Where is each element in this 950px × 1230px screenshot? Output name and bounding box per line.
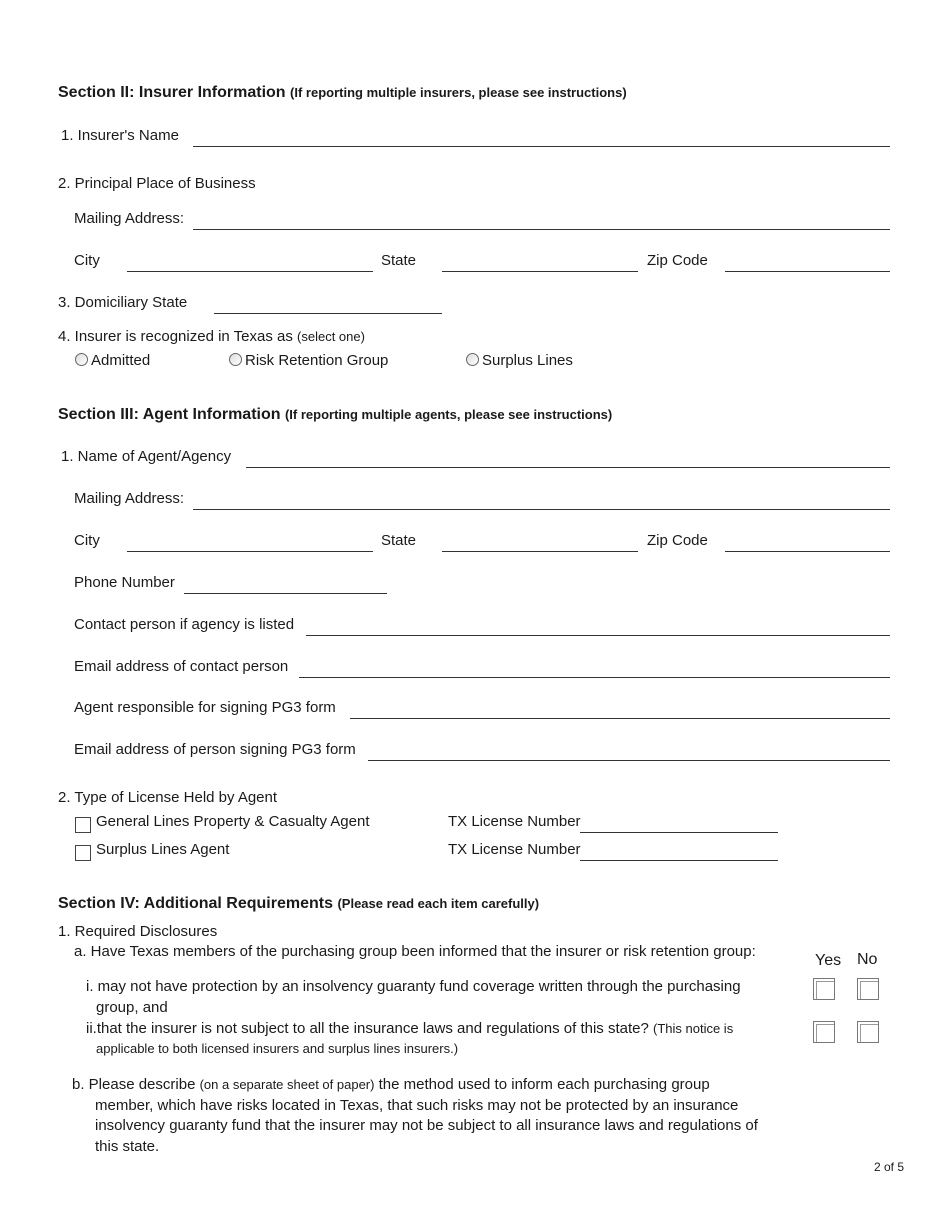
domiciliary-state-label: 3. Domiciliary State: [58, 294, 188, 311]
tx-license-field-1[interactable]: [580, 832, 778, 833]
radio-surplus-lines[interactable]: Surplus Lines: [466, 352, 573, 369]
agent-signing-field[interactable]: [350, 718, 890, 719]
item-i-yes-checkbox[interactable]: [813, 978, 835, 1000]
contact-email-field[interactable]: [299, 677, 890, 678]
signing-email-field[interactable]: [368, 760, 890, 761]
insurer-zip-field[interactable]: [725, 271, 890, 272]
item-i-line1: i. may not have protection by an insolvency guaranty fund coverage written through the purchasing: [86, 978, 741, 995]
item-ii-yes-checkbox[interactable]: [813, 1021, 835, 1043]
tx-license-field-2[interactable]: [580, 860, 778, 861]
contact-person-label: Contact person if agency is listed: [74, 616, 295, 633]
radio-icon[interactable]: [466, 353, 479, 366]
surplus-lines-checkbox[interactable]: [75, 845, 91, 861]
license-type-label: 2. Type of License Held by Agent: [58, 789, 278, 806]
item-b-line4: this state.: [95, 1138, 160, 1155]
section-3-heading: Section III: Agent Information (If reporting multiple agents, please see instructions): [58, 406, 613, 423]
tx-license-label-2: TX License Number: [448, 841, 581, 858]
insurer-name-label: 1. Insurer's Name: [61, 127, 179, 144]
agent-mailing-label: Mailing Address:: [74, 490, 185, 507]
radio-icon[interactable]: [75, 353, 88, 366]
tx-license-label-1: TX License Number: [448, 813, 581, 830]
agent-state-label: State: [381, 532, 417, 549]
insurer-state-field[interactable]: [442, 271, 638, 272]
insurer-state-label: State: [381, 252, 417, 269]
insurer-zip-label: Zip Code: [647, 252, 708, 269]
insurer-city-field[interactable]: [127, 271, 373, 272]
contact-person-field[interactable]: [306, 635, 890, 636]
item-ii-line2: applicable to both licensed insurers and surplus lines insurers.): [96, 1041, 459, 1056]
agent-zip-label: Zip Code: [647, 532, 708, 549]
insurer-city-label: City: [74, 252, 100, 269]
agent-zip-field[interactable]: [725, 551, 890, 552]
question-a: a. Have Texas members of the purchasing group been informed that the insurer or risk retention group:: [74, 943, 756, 960]
general-lines-label: General Lines Property & Casualty Agent: [96, 813, 370, 830]
no-header: No: [857, 951, 878, 968]
general-lines-checkbox[interactable]: [75, 817, 91, 833]
item-i-no-checkbox[interactable]: [857, 978, 879, 1000]
item-b-line3: insolvency guaranty fund that the insurer may not be subject to all insurance laws and regulations of: [95, 1117, 758, 1134]
item-ii-no-checkbox[interactable]: [857, 1021, 879, 1043]
item-b-line1: b. Please describe (on a separate sheet of paper) the method used to inform each purchasing group: [72, 1076, 710, 1093]
item-i-line2: group, and: [96, 999, 168, 1016]
radio-icon[interactable]: [229, 353, 242, 366]
agent-mailing-field[interactable]: [193, 509, 890, 510]
yes-header: Yes: [815, 952, 842, 969]
domiciliary-state-field[interactable]: [214, 313, 442, 314]
principal-place-label: 2. Principal Place of Business: [58, 175, 256, 192]
agent-signing-label: Agent responsible for signing PG3 form: [74, 699, 336, 716]
insurer-mailing-label: Mailing Address:: [74, 210, 185, 227]
radio-risk-retention-group[interactable]: Risk Retention Group: [229, 352, 388, 369]
section-2-heading: Section II: Insurer Information (If reporting multiple insurers, please see instructions): [58, 84, 627, 101]
insurer-name-field[interactable]: [193, 146, 890, 147]
signing-email-label: Email address of person signing PG3 form: [74, 741, 356, 758]
phone-label: Phone Number: [74, 574, 175, 591]
contact-email-label: Email address of contact person: [74, 658, 289, 675]
item-ii-line1: ii.that the insurer is not subject to all the insurance laws and regulations of this state? (This notice is: [86, 1020, 734, 1037]
surplus-lines-label: Surplus Lines Agent: [96, 841, 230, 858]
agent-city-field[interactable]: [127, 551, 373, 552]
radio-admitted[interactable]: Admitted: [75, 352, 150, 369]
insurer-mailing-field[interactable]: [193, 229, 890, 230]
section-4-heading: Section IV: Additional Requirements (Please read each item carefully): [58, 895, 540, 912]
agent-name-label: 1. Name of Agent/Agency: [61, 448, 232, 465]
required-disclosures-label: 1. Required Disclosures: [58, 923, 218, 940]
page-number: 2 of 5: [874, 1160, 905, 1174]
recognized-as-label: 4. Insurer is recognized in Texas as (select one): [58, 328, 365, 345]
phone-field[interactable]: [184, 593, 387, 594]
item-b-line2: member, which have risks located in Texas, that such risks may not be protected by an insurance: [95, 1097, 739, 1114]
agent-city-label: City: [74, 532, 100, 549]
agent-state-field[interactable]: [442, 551, 638, 552]
agent-name-field[interactable]: [246, 467, 890, 468]
